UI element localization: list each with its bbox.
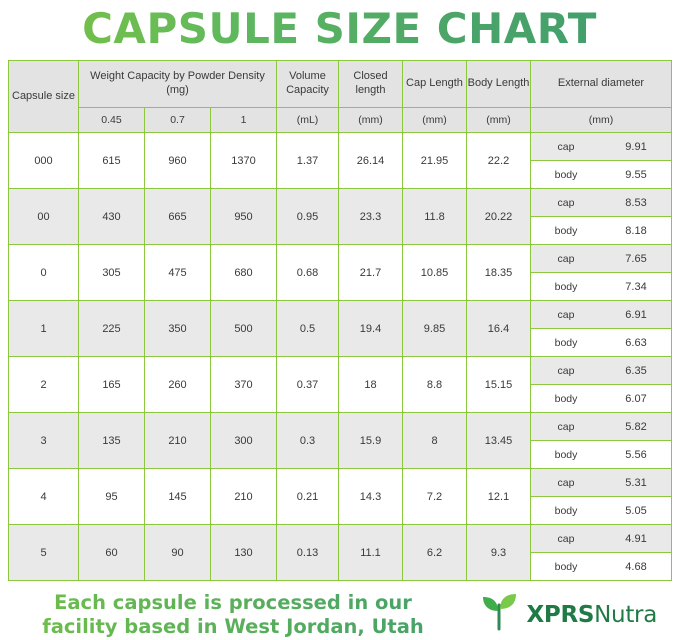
table-row	[9, 245, 672, 273]
cell-volume: 1.37	[277, 133, 339, 189]
cell-cap-length: 7.2	[403, 469, 467, 525]
ext-cap-value: 4.91	[625, 532, 647, 545]
cell-external-body	[531, 329, 672, 357]
cell-weight-07: 260	[145, 357, 211, 413]
table-row	[9, 469, 672, 497]
subheader-body-unit: (mm)	[467, 108, 531, 133]
brand-name-bold: XPRS	[526, 601, 595, 628]
header-closed-length: Closed length	[339, 61, 403, 108]
cell-external-cap	[531, 525, 672, 553]
cell-size: 3	[9, 413, 79, 469]
cell-weight-1: 210	[211, 469, 277, 525]
cell-weight-07: 475	[145, 245, 211, 301]
cell-size: 2	[9, 357, 79, 413]
ext-cap-value: 5.31	[625, 476, 647, 489]
facility-note	[18, 591, 448, 639]
subheader-volume-unit: (mL)	[277, 108, 339, 133]
ext-cap-value: 7.65	[625, 252, 647, 265]
cell-external-cap	[531, 301, 672, 329]
cell-size: 5	[9, 525, 79, 581]
cell-size: 00	[9, 189, 79, 245]
cell-cap-length: 11.8	[403, 189, 467, 245]
cell-external-cap	[531, 357, 672, 385]
header-body-length: Body Length	[467, 61, 531, 108]
subheader-density-07: 0.7	[145, 108, 211, 133]
ext-body-value: 6.63	[625, 336, 647, 349]
subheader-external-unit: (mm)	[531, 108, 672, 133]
cell-volume: 0.5	[277, 301, 339, 357]
cell-volume: 0.95	[277, 189, 339, 245]
ext-cap-value: 6.91	[625, 308, 647, 321]
brand-logo	[478, 591, 657, 638]
brand-name	[526, 602, 657, 628]
cell-size: 0	[9, 245, 79, 301]
brand-name-light: Nutra	[594, 601, 657, 628]
table-row	[9, 413, 672, 441]
cell-cap-length: 10.85	[403, 245, 467, 301]
cell-closed-length: 11.1	[339, 525, 403, 581]
cell-weight-045: 165	[79, 357, 145, 413]
cell-body-length: 22.2	[467, 133, 531, 189]
cell-cap-length: 6.2	[403, 525, 467, 581]
cell-size: 000	[9, 133, 79, 189]
cell-cap-length: 9.85	[403, 301, 467, 357]
header-weight-capacity: Weight Capacity by Powder Density (mg)	[79, 61, 277, 108]
cell-cap-length: 8	[403, 413, 467, 469]
cell-body-length: 12.1	[467, 469, 531, 525]
ext-cap-value: 8.53	[625, 196, 647, 209]
cell-external-cap	[531, 189, 672, 217]
ext-cap-value: 5.82	[625, 420, 647, 433]
subheader-density-1: 1	[211, 108, 277, 133]
cell-body-length: 13.45	[467, 413, 531, 469]
table-row	[9, 133, 672, 161]
ext-cap-label: cap	[557, 476, 575, 489]
cell-closed-length: 15.9	[339, 413, 403, 469]
cell-closed-length: 19.4	[339, 301, 403, 357]
cell-weight-07: 145	[145, 469, 211, 525]
cell-external-body	[531, 273, 672, 301]
cell-weight-07: 90	[145, 525, 211, 581]
cell-size: 1	[9, 301, 79, 357]
ext-body-label: body	[554, 560, 578, 573]
facility-note-line2: facility based in West Jordan, Utah	[42, 614, 424, 638]
cell-external-body	[531, 553, 672, 581]
ext-body-label: body	[554, 168, 578, 181]
ext-body-value: 5.05	[625, 504, 647, 517]
subheader-density-045: 0.45	[79, 108, 145, 133]
ext-cap-label: cap	[557, 364, 575, 377]
cell-body-length: 20.22	[467, 189, 531, 245]
ext-body-label: body	[554, 336, 578, 349]
leaf-icon	[478, 591, 520, 638]
ext-cap-value: 6.35	[625, 364, 647, 377]
cell-weight-045: 60	[79, 525, 145, 581]
cell-external-body	[531, 161, 672, 189]
cell-weight-07: 960	[145, 133, 211, 189]
cell-closed-length: 21.7	[339, 245, 403, 301]
cell-volume: 0.13	[277, 525, 339, 581]
header-volume-capacity: Volume Capacity	[277, 61, 339, 108]
cell-body-length: 9.3	[467, 525, 531, 581]
table-header-row	[9, 61, 672, 108]
ext-body-label: body	[554, 280, 578, 293]
ext-body-label: body	[554, 392, 578, 405]
ext-cap-label: cap	[557, 252, 575, 265]
ext-body-value: 9.55	[625, 168, 647, 181]
capsule-size-table	[8, 60, 672, 581]
cell-weight-045: 225	[79, 301, 145, 357]
header-external-diameter: External diameter	[531, 61, 672, 108]
cell-body-length: 15.15	[467, 357, 531, 413]
table-row	[9, 525, 672, 553]
cell-weight-1: 950	[211, 189, 277, 245]
cell-external-cap	[531, 245, 672, 273]
cell-weight-1: 500	[211, 301, 277, 357]
cell-weight-045: 95	[79, 469, 145, 525]
cell-weight-1: 370	[211, 357, 277, 413]
page-title: CAPSULE SIZE CHART	[8, 0, 671, 60]
ext-body-value: 7.34	[625, 280, 647, 293]
cell-weight-07: 665	[145, 189, 211, 245]
ext-cap-label: cap	[557, 140, 575, 153]
cell-volume: 0.3	[277, 413, 339, 469]
cell-external-body	[531, 497, 672, 525]
cell-weight-07: 350	[145, 301, 211, 357]
cell-closed-length: 23.3	[339, 189, 403, 245]
table-row	[9, 189, 672, 217]
cell-cap-length: 21.95	[403, 133, 467, 189]
cell-external-cap	[531, 133, 672, 161]
cell-weight-045: 430	[79, 189, 145, 245]
ext-body-label: body	[554, 224, 578, 237]
header-cap-length: Cap Length	[403, 61, 467, 108]
cell-size: 4	[9, 469, 79, 525]
ext-cap-label: cap	[557, 532, 575, 545]
cell-closed-length: 14.3	[339, 469, 403, 525]
header-capsule-size: Capsule size	[9, 61, 79, 133]
cell-weight-045: 615	[79, 133, 145, 189]
table-subheader-row	[9, 108, 672, 133]
cell-body-length: 18.35	[467, 245, 531, 301]
cell-weight-1: 680	[211, 245, 277, 301]
cell-weight-1: 130	[211, 525, 277, 581]
table-row	[9, 301, 672, 329]
subheader-closed-unit: (mm)	[339, 108, 403, 133]
cell-closed-length: 26.14	[339, 133, 403, 189]
ext-body-label: body	[554, 504, 578, 517]
ext-body-value: 8.18	[625, 224, 647, 237]
ext-body-value: 6.07	[625, 392, 647, 405]
table-row	[9, 357, 672, 385]
ext-cap-label: cap	[557, 420, 575, 433]
ext-body-value: 4.68	[625, 560, 647, 573]
cell-external-body	[531, 441, 672, 469]
cell-external-body	[531, 217, 672, 245]
cell-volume: 0.37	[277, 357, 339, 413]
cell-body-length: 16.4	[467, 301, 531, 357]
cell-weight-1: 1370	[211, 133, 277, 189]
facility-note-line1: Each capsule is processed in our	[54, 591, 412, 614]
ext-cap-label: cap	[557, 308, 575, 321]
cell-external-body	[531, 385, 672, 413]
cell-external-cap	[531, 413, 672, 441]
cell-external-cap	[531, 469, 672, 497]
ext-body-value: 5.56	[625, 448, 647, 461]
cell-closed-length: 18	[339, 357, 403, 413]
cell-weight-1: 300	[211, 413, 277, 469]
ext-body-label: body	[554, 448, 578, 461]
subheader-cap-unit: (mm)	[403, 108, 467, 133]
cell-weight-045: 305	[79, 245, 145, 301]
cell-weight-045: 135	[79, 413, 145, 469]
footer	[8, 581, 671, 639]
cell-cap-length: 8.8	[403, 357, 467, 413]
ext-cap-value: 9.91	[625, 140, 647, 153]
cell-volume: 0.68	[277, 245, 339, 301]
cell-volume: 0.21	[277, 469, 339, 525]
ext-cap-label: cap	[557, 196, 575, 209]
cell-weight-07: 210	[145, 413, 211, 469]
